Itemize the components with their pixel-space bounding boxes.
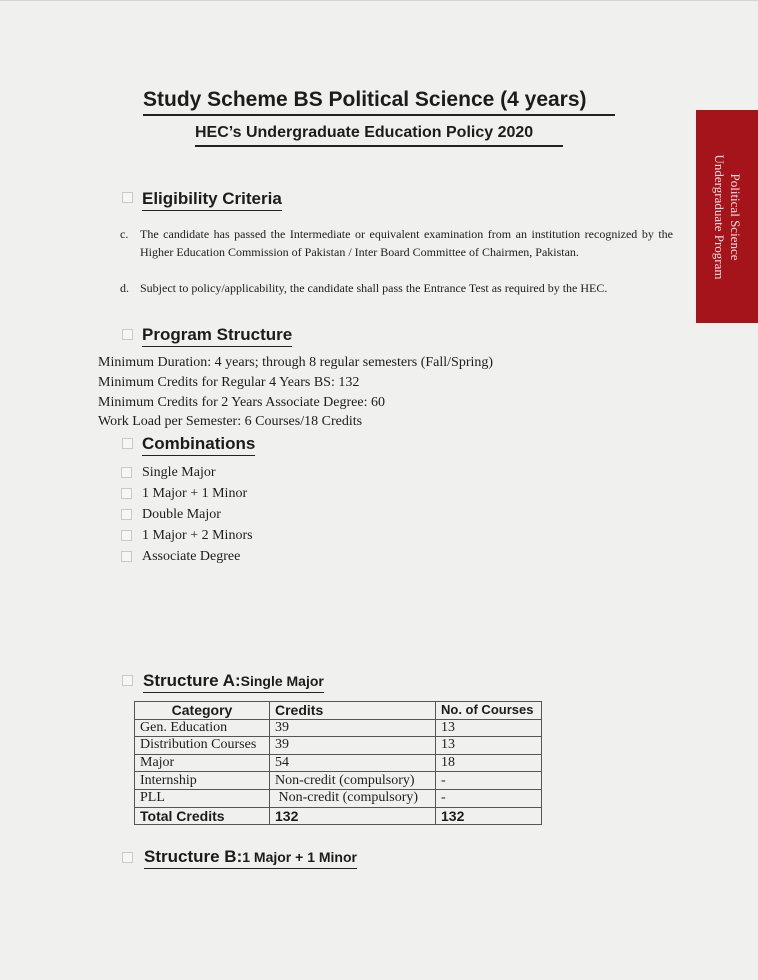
structure-b-heading bbox=[144, 847, 357, 869]
item-text: Subject to policy/applicability, the candidate shall pass the Entrance Test as required by the HEC. bbox=[140, 281, 608, 295]
table-total-row bbox=[135, 807, 542, 825]
table-row bbox=[135, 789, 542, 807]
table-row bbox=[135, 719, 542, 737]
checkbox-icon bbox=[122, 675, 133, 686]
table-cell: PLL bbox=[135, 789, 270, 807]
eligibility-heading: Eligibility Criteria bbox=[142, 189, 282, 211]
table-cell: 13 bbox=[436, 737, 542, 755]
program-line: Minimum Credits for 2 Years Associate Degree: 60 bbox=[98, 395, 385, 410]
table-cell: 18 bbox=[436, 754, 542, 772]
side-tab-text bbox=[711, 154, 743, 279]
table-cell: 132 bbox=[270, 807, 436, 825]
table-header-row bbox=[135, 702, 542, 720]
column-header: Credits bbox=[270, 702, 436, 720]
table-cell: 132 bbox=[436, 807, 542, 825]
table-cell: Internship bbox=[135, 772, 270, 790]
column-header: Category bbox=[135, 702, 270, 720]
combination-item: 1 Major + 2 Minors bbox=[142, 528, 253, 543]
side-tab-line-2: Undergraduate Program bbox=[712, 153, 727, 280]
checkbox-icon bbox=[122, 852, 133, 863]
table-cell: 13 bbox=[436, 719, 542, 737]
program-line: Work Load per Semester: 6 Courses/18 Credits bbox=[98, 414, 363, 429]
table-cell: 39 bbox=[270, 719, 436, 737]
document-title: Study Scheme BS Political Science (4 years) bbox=[143, 88, 615, 116]
table-cell: 54 bbox=[270, 754, 436, 772]
table-cell: 39 bbox=[270, 737, 436, 755]
program-structure-heading: Program Structure bbox=[142, 325, 292, 347]
checkbox-icon bbox=[121, 530, 132, 541]
item-marker: c. bbox=[120, 227, 129, 241]
table-cell: - bbox=[436, 789, 542, 807]
checkbox-icon bbox=[121, 509, 132, 520]
checkbox-icon bbox=[122, 192, 133, 203]
document-subtitle: HEC’s Undergraduate Education Policy 2020 bbox=[195, 124, 563, 147]
structure-a-label: Structure A: bbox=[143, 671, 241, 690]
combination-item: Double Major bbox=[142, 507, 221, 522]
table-row bbox=[135, 754, 542, 772]
side-tab-line-1: Political Science bbox=[728, 172, 743, 260]
combination-item: Associate Degree bbox=[142, 549, 241, 564]
item-marker: d. bbox=[120, 281, 129, 295]
table-cell: Gen. Education bbox=[135, 719, 270, 737]
eligibility-item bbox=[120, 279, 673, 297]
structure-b-sublabel: 1 Major + 1 Minor bbox=[242, 849, 357, 865]
checkbox-icon bbox=[122, 438, 133, 449]
side-tab bbox=[696, 110, 758, 323]
structure-b-label: Structure B: bbox=[144, 847, 243, 866]
program-line: Minimum Credits for Regular 4 Years BS: 132 bbox=[98, 375, 360, 390]
checkbox-icon bbox=[121, 467, 132, 478]
structure-a-heading bbox=[143, 671, 324, 693]
item-text: The candidate has passed the Intermediate or equivalent examination from an institution recognized by the Higher Education Commission of Pakistan / Inter Board Committee of Chairmen, Pakistan. bbox=[140, 227, 673, 259]
checkbox-icon bbox=[121, 551, 132, 562]
table-cell: Total Credits bbox=[135, 807, 270, 825]
structure-a-table bbox=[134, 701, 542, 825]
eligibility-item bbox=[120, 225, 673, 279]
table-cell: Non-credit (compulsory) bbox=[270, 789, 436, 807]
table-row bbox=[135, 737, 542, 755]
table-cell: Distribution Courses bbox=[135, 737, 270, 755]
combination-item: Single Major bbox=[142, 465, 216, 480]
program-line: Minimum Duration: 4 years; through 8 regular semesters (Fall/Spring) bbox=[98, 355, 494, 370]
table-row bbox=[135, 772, 542, 790]
table-cell: Non-credit (compulsory) bbox=[270, 772, 436, 790]
combinations-heading: Combinations bbox=[142, 434, 255, 456]
checkbox-icon bbox=[122, 329, 133, 340]
table-cell: - bbox=[436, 772, 542, 790]
column-header: No. of Courses bbox=[436, 702, 542, 720]
table-cell: Major bbox=[135, 754, 270, 772]
page-top-border bbox=[0, 0, 758, 1]
checkbox-icon bbox=[121, 488, 132, 499]
structure-a-sublabel: Single Major bbox=[240, 673, 324, 689]
combination-item: 1 Major + 1 Minor bbox=[142, 486, 248, 501]
